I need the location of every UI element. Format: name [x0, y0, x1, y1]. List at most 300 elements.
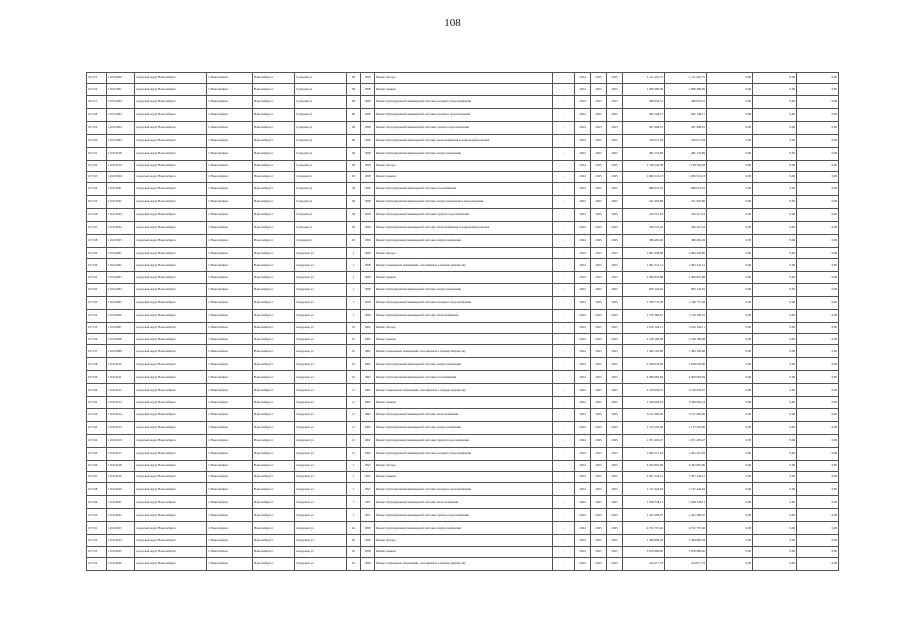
cost-total-cell: 161 903,80: [623, 196, 665, 209]
street-cell: Свердлова ул: [295, 345, 347, 358]
settlement-cell: г. Новосибирск: [207, 557, 253, 570]
cost-fund-cell: 414 617,33: [665, 557, 707, 570]
object-code-cell: 110113024: [107, 222, 135, 235]
year-built-cell: 1958: [361, 557, 375, 570]
work-type-cell: Ремонт внутридомовой инженерной системы холодного водоснабжения: [375, 296, 553, 309]
table-row: [87, 334, 839, 345]
table-row: [87, 235, 839, 248]
cost-other-cell: 0,00: [797, 447, 839, 460]
cost-fund-cell: 2 306 852,88: [665, 272, 707, 283]
plan-year-cell: 2024: [575, 248, 591, 259]
year-built-cell: 1962: [361, 408, 375, 421]
row-index-cell: 107125: [87, 196, 107, 209]
settlement-cell: г. Новосибирск: [207, 222, 253, 235]
cost-fund-cell: 1 452 266,07: [665, 509, 707, 522]
plan-year-cell: 2024: [575, 283, 591, 296]
street-cell: Свердлова ул: [295, 546, 347, 557]
cost-other-cell: 0,00: [797, 84, 839, 95]
street-cell: Свердлова ул: [295, 509, 347, 522]
dash-cell: -: [553, 421, 575, 434]
year-built-cell: 1958: [361, 535, 375, 546]
locality-cell: Новосибирск г: [253, 73, 295, 84]
municipal-district-cell: городской округ Новосибирск: [135, 183, 207, 196]
object-code-cell: 110113019: [107, 160, 135, 171]
work-type-cell: Ремонт внутридомовой инженерной системы холодного водоснабжения: [375, 95, 553, 108]
dash-cell: -: [553, 108, 575, 121]
plan-year-cell: 2024: [575, 272, 591, 283]
plan-year-cell: 2024: [575, 334, 591, 345]
house-number-cell: 10: [347, 358, 361, 371]
end-year-cell: 2025: [607, 535, 623, 546]
municipal-district-cell: городской округ Новосибирск: [135, 447, 207, 460]
cost-budget-1-cell: 0,00: [707, 95, 753, 108]
work-type-cell: Ремонт внутридомовой инженерной системы электроснабжения: [375, 358, 553, 371]
row-index-cell: 107131: [87, 272, 107, 283]
cost-other-cell: 0,00: [797, 147, 839, 160]
street-cell: Свердлова ул: [295, 496, 347, 509]
table-row: [87, 108, 839, 121]
street-cell: Свердлова ул: [295, 272, 347, 283]
start-year-cell: 2025: [591, 322, 607, 333]
end-year-cell: 2025: [607, 434, 623, 447]
object-code-cell: 110114008: [107, 334, 135, 345]
cost-fund-cell: 1 998 486,00: [665, 84, 707, 95]
plan-year-cell: 2024: [575, 546, 591, 557]
cost-other-cell: 0,00: [797, 496, 839, 509]
street-cell: Свердлова ул: [295, 471, 347, 482]
cost-other-cell: 0,00: [797, 171, 839, 182]
settlement-cell: г. Новосибирск: [207, 322, 253, 333]
cost-budget-1-cell: 0,00: [707, 371, 753, 384]
cost-budget-1-cell: 0,00: [707, 334, 753, 345]
locality-cell: Новосибирск г: [253, 421, 295, 434]
street-cell: Сухарная ул: [295, 84, 347, 95]
settlement-cell: г. Новосибирск: [207, 384, 253, 397]
cost-other-cell: 0,00: [797, 483, 839, 496]
dash-cell: -: [553, 322, 575, 333]
table-row: [87, 322, 839, 333]
year-built-cell: 1958: [361, 222, 375, 235]
cost-budget-2-cell: 0,00: [753, 509, 797, 522]
start-year-cell: 2025: [591, 483, 607, 496]
cost-budget-1-cell: 0,00: [707, 535, 753, 546]
street-cell: Свердлова ул: [295, 421, 347, 434]
cost-fund-cell: 1 198 731,58: [665, 296, 707, 309]
locality-cell: Новосибирск г: [253, 546, 295, 557]
end-year-cell: 2025: [607, 447, 623, 460]
house-number-cell: 11: [347, 408, 361, 421]
settlement-cell: г. Новосибирск: [207, 535, 253, 546]
start-year-cell: 2025: [591, 471, 607, 482]
start-year-cell: 2025: [591, 535, 607, 546]
plan-year-cell: 2024: [575, 471, 591, 482]
cost-fund-cell: 3 349 994,23: [665, 397, 707, 408]
dash-cell: -: [553, 209, 575, 222]
cost-other-cell: 0,00: [797, 73, 839, 84]
plan-year-cell: 2024: [575, 73, 591, 84]
cost-total-cell: 267 998,22: [623, 121, 665, 134]
dash-cell: -: [553, 371, 575, 384]
cost-budget-1-cell: 0,00: [707, 397, 753, 408]
house-number-cell: 10: [347, 345, 361, 358]
cost-budget-2-cell: 0,00: [753, 209, 797, 222]
street-cell: Сухарная ул: [295, 73, 347, 84]
plan-year-cell: 2024: [575, 421, 591, 434]
row-index-cell: 107115: [87, 73, 107, 84]
street-cell: Сухарная ул: [295, 222, 347, 235]
end-year-cell: 2025: [607, 334, 623, 345]
year-built-cell: 1962: [361, 322, 375, 333]
start-year-cell: 2025: [591, 73, 607, 84]
plan-year-cell: 2024: [575, 447, 591, 460]
cost-budget-1-cell: 0,00: [707, 434, 753, 447]
object-code-cell: 110114023: [107, 522, 135, 535]
table-row: [87, 483, 839, 496]
settlement-cell: г. Новосибирск: [207, 296, 253, 309]
street-cell: Свердлова ул: [295, 535, 347, 546]
plan-year-cell: 2024: [575, 222, 591, 235]
municipal-district-cell: городской округ Новосибирск: [135, 345, 207, 358]
cost-fund-cell: 839 142,65: [665, 283, 707, 296]
row-index-cell: 107132: [87, 283, 107, 296]
house-number-cell: 11: [347, 447, 361, 460]
municipal-district-cell: городской округ Новосибирск: [135, 283, 207, 296]
cost-total-cell: 6 262 862,96: [623, 460, 665, 471]
house-number-cell: 11: [347, 384, 361, 397]
plan-year-cell: 2024: [575, 434, 591, 447]
table-row: [87, 345, 839, 358]
plan-year-cell: 2024: [575, 121, 591, 134]
dash-cell: -: [553, 222, 575, 235]
object-code-cell: 110114002: [107, 259, 135, 272]
dash-cell: -: [553, 509, 575, 522]
register-table: [86, 72, 839, 571]
cost-other-cell: 0,00: [797, 160, 839, 171]
cost-total-cell: 2 038 678,00: [623, 358, 665, 371]
settlement-cell: г. Новосибирск: [207, 259, 253, 272]
cost-budget-2-cell: 0,00: [753, 522, 797, 535]
house-number-cell: 1: [347, 248, 361, 259]
dash-cell: -: [553, 546, 575, 557]
dash-cell: -: [553, 248, 575, 259]
cost-other-cell: 0,00: [797, 384, 839, 397]
cost-fund-cell: 386 482,26: [665, 235, 707, 248]
start-year-cell: 2025: [591, 496, 607, 509]
cost-budget-2-cell: 0,00: [753, 471, 797, 482]
house-number-cell: 10: [347, 334, 361, 345]
cost-budget-2-cell: 0,00: [753, 171, 797, 182]
house-number-cell: 10: [347, 371, 361, 384]
locality-cell: Новосибирск г: [253, 222, 295, 235]
municipal-district-cell: городской округ Новосибирск: [135, 235, 207, 248]
object-code-cell: 110114012: [107, 384, 135, 397]
cost-budget-1-cell: 0,00: [707, 309, 753, 322]
settlement-cell: г. Новосибирск: [207, 134, 253, 147]
start-year-cell: 2025: [591, 546, 607, 557]
year-built-cell: 1958: [361, 171, 375, 182]
work-type-cell: Ремонт крыши: [375, 471, 553, 482]
object-code-cell: 110112903: [107, 108, 135, 121]
house-number-cell: 93: [347, 147, 361, 160]
start-year-cell: 2025: [591, 196, 607, 209]
cost-budget-1-cell: 0,00: [707, 296, 753, 309]
row-index-cell: 107142: [87, 408, 107, 421]
work-type-cell: Ремонт фасада: [375, 73, 553, 84]
cost-fund-cell: 329 071,94: [665, 134, 707, 147]
year-built-cell: 1958: [361, 160, 375, 171]
dash-cell: -: [553, 235, 575, 248]
cost-budget-2-cell: 0,00: [753, 235, 797, 248]
year-built-cell: 1958: [361, 196, 375, 209]
plan-year-cell: 2024: [575, 384, 591, 397]
cost-budget-2-cell: 0,00: [753, 147, 797, 160]
cost-fund-cell: 1 589 890,28: [665, 535, 707, 546]
start-year-cell: 2025: [591, 171, 607, 182]
work-type-cell: Ремонт крыши: [375, 171, 553, 182]
municipal-district-cell: городской округ Новосибирск: [135, 483, 207, 496]
cost-total-cell: 250 515,03: [623, 209, 665, 222]
object-code-cell: 110113025: [107, 235, 135, 248]
object-code-cell: 110112904: [107, 121, 135, 134]
cost-budget-1-cell: 0,00: [707, 345, 753, 358]
cost-total-cell: 4 752 767,46: [623, 522, 665, 535]
house-number-cell: 90: [347, 73, 361, 84]
start-year-cell: 2025: [591, 222, 607, 235]
dash-cell: -: [553, 408, 575, 421]
locality-cell: Новосибирск г: [253, 196, 295, 209]
year-built-cell: 1958: [361, 95, 375, 108]
plan-year-cell: 2024: [575, 496, 591, 509]
plan-year-cell: 2024: [575, 235, 591, 248]
table-row: [87, 434, 839, 447]
street-cell: Сухарная ул: [295, 134, 347, 147]
plan-year-cell: 2024: [575, 147, 591, 160]
cost-other-cell: 0,00: [797, 546, 839, 557]
locality-cell: Новосибирск г: [253, 248, 295, 259]
cost-budget-1-cell: 0,00: [707, 460, 753, 471]
start-year-cell: 2025: [591, 358, 607, 371]
year-built-cell: 1962: [361, 421, 375, 434]
object-code-cell: 110114011: [107, 371, 135, 384]
cost-budget-1-cell: 0,00: [707, 196, 753, 209]
object-code-cell: 110114005: [107, 296, 135, 309]
cost-other-cell: 0,00: [797, 322, 839, 333]
table-row: [87, 296, 839, 309]
municipal-district-cell: городской округ Новосибирск: [135, 384, 207, 397]
object-code-cell: 110114022: [107, 509, 135, 522]
cost-fund-cell: 688 016,55: [665, 183, 707, 196]
plan-year-cell: 2024: [575, 509, 591, 522]
locality-cell: Новосибирск г: [253, 522, 295, 535]
cost-total-cell: 5 211 960,00: [623, 408, 665, 421]
house-number-cell: 1: [347, 283, 361, 296]
cost-budget-1-cell: 0,00: [707, 235, 753, 248]
locality-cell: Новосибирск г: [253, 358, 295, 371]
locality-cell: Новосибирск г: [253, 334, 295, 345]
row-index-cell: 107116: [87, 84, 107, 95]
work-type-cell: Ремонт подвальных помещений, относящихся к общему имуществу: [375, 557, 553, 570]
settlement-cell: г. Новосибирск: [207, 421, 253, 434]
cost-fund-cell: 4 752 767,46: [665, 522, 707, 535]
cost-fund-cell: 6 262 862,96: [665, 460, 707, 471]
row-index-cell: 107145: [87, 447, 107, 460]
cost-budget-2-cell: 0,00: [753, 183, 797, 196]
cost-budget-2-cell: 0,00: [753, 358, 797, 371]
cost-other-cell: 0,00: [797, 421, 839, 434]
locality-cell: Новосибирск г: [253, 384, 295, 397]
street-cell: Сухарная ул: [295, 235, 347, 248]
dash-cell: -: [553, 160, 575, 171]
street-cell: Свердлова ул: [295, 334, 347, 345]
object-code-cell: 110114009: [107, 345, 135, 358]
municipal-district-cell: городской округ Новосибирск: [135, 557, 207, 570]
end-year-cell: 2025: [607, 483, 623, 496]
end-year-cell: 2025: [607, 248, 623, 259]
house-number-cell: 1: [347, 309, 361, 322]
cost-budget-1-cell: 0,00: [707, 496, 753, 509]
street-cell: Свердлова ул: [295, 358, 347, 371]
locality-cell: Новосибирск г: [253, 371, 295, 384]
year-built-cell: 1958: [361, 108, 375, 121]
plan-year-cell: 2024: [575, 408, 591, 421]
plan-year-cell: 2024: [575, 296, 591, 309]
cost-budget-2-cell: 0,00: [753, 434, 797, 447]
plan-year-cell: 2024: [575, 196, 591, 209]
cost-budget-2-cell: 0,00: [753, 483, 797, 496]
dash-cell: -: [553, 447, 575, 460]
locality-cell: Новосибирск г: [253, 283, 295, 296]
year-built-cell: 1958: [361, 522, 375, 535]
work-type-cell: Ремонт внутридомовой инженерной системы теплоснабжения: [375, 496, 553, 509]
start-year-cell: 2025: [591, 283, 607, 296]
table-row: [87, 134, 839, 147]
dash-cell: -: [553, 345, 575, 358]
object-code-cell: 110114015: [107, 421, 135, 434]
work-type-cell: Ремонт подвальных помещений, относящихся к общему имуществу: [375, 345, 553, 358]
cost-other-cell: 0,00: [797, 235, 839, 248]
house-number-cell: 90: [347, 121, 361, 134]
work-type-cell: Ремонт внутридомовой инженерной системы горячего водоснабжения: [375, 509, 553, 522]
object-code-cell: 110112900: [107, 73, 135, 84]
table-row: [87, 147, 839, 160]
plan-year-cell: 2024: [575, 460, 591, 471]
end-year-cell: 2025: [607, 371, 623, 384]
cost-budget-2-cell: 0,00: [753, 272, 797, 283]
cost-budget-2-cell: 0,00: [753, 421, 797, 434]
settlement-cell: г. Новосибирск: [207, 345, 253, 358]
table-row: [87, 171, 839, 182]
end-year-cell: 2025: [607, 209, 623, 222]
plan-year-cell: 2024: [575, 259, 591, 272]
settlement-cell: г. Новосибирск: [207, 248, 253, 259]
cost-other-cell: 0,00: [797, 108, 839, 121]
start-year-cell: 2025: [591, 183, 607, 196]
locality-cell: Новосибирск г: [253, 322, 295, 333]
locality-cell: Новосибирск г: [253, 259, 295, 272]
work-type-cell: Ремонт внутридомовой инженерной системы теплоснабжения и подвальной разводки: [375, 222, 553, 235]
cost-fund-cell: 267 998,22: [665, 121, 707, 134]
house-number-cell: 7: [347, 496, 361, 509]
end-year-cell: 2025: [607, 322, 623, 333]
object-code-cell: 110113020: [107, 171, 135, 182]
street-cell: Свердлова ул: [295, 397, 347, 408]
row-index-cell: 107141: [87, 397, 107, 408]
locality-cell: Новосибирск г: [253, 147, 295, 160]
municipal-district-cell: городской округ Новосибирск: [135, 222, 207, 235]
street-cell: Свердлова ул: [295, 296, 347, 309]
year-built-cell: 1957: [361, 471, 375, 482]
end-year-cell: 2025: [607, 546, 623, 557]
row-index-cell: 107135: [87, 322, 107, 333]
dash-cell: -: [553, 483, 575, 496]
house-number-cell: 90: [347, 84, 361, 95]
row-index-cell: 107120: [87, 134, 107, 147]
dash-cell: -: [553, 384, 575, 397]
municipal-district-cell: городской округ Новосибирск: [135, 358, 207, 371]
locality-cell: Новосибирск г: [253, 509, 295, 522]
work-type-cell: Ремонт крыши: [375, 272, 553, 283]
locality-cell: Новосибирск г: [253, 183, 295, 196]
plan-year-cell: 2024: [575, 309, 591, 322]
cost-total-cell: 1 589 890,28: [623, 535, 665, 546]
municipal-district-cell: городской округ Новосибирск: [135, 522, 207, 535]
start-year-cell: 2025: [591, 447, 607, 460]
settlement-cell: г. Новосибирск: [207, 471, 253, 482]
work-type-cell: Ремонт фасада: [375, 460, 553, 471]
year-built-cell: 1958: [361, 283, 375, 296]
start-year-cell: 2025: [591, 460, 607, 471]
cost-other-cell: 0,00: [797, 283, 839, 296]
start-year-cell: 2025: [591, 371, 607, 384]
table-row: [87, 222, 839, 235]
table-row: [87, 421, 839, 434]
year-built-cell: 1958: [361, 209, 375, 222]
start-year-cell: 2025: [591, 557, 607, 570]
cost-fund-cell: 1 962 341,12: [665, 259, 707, 272]
cost-budget-2-cell: 0,00: [753, 296, 797, 309]
cost-budget-2-cell: 0,00: [753, 222, 797, 235]
cost-budget-1-cell: 0,00: [707, 408, 753, 421]
cost-budget-2-cell: 0,00: [753, 447, 797, 460]
house-number-cell: 1: [347, 272, 361, 283]
settlement-cell: г. Новосибирск: [207, 397, 253, 408]
house-number-cell: 93: [347, 183, 361, 196]
cost-budget-2-cell: 0,00: [753, 108, 797, 121]
work-type-cell: Ремонт внутридомовой инженерной системы электроснабжения: [375, 421, 553, 434]
cost-other-cell: 0,00: [797, 209, 839, 222]
settlement-cell: г. Новосибирск: [207, 171, 253, 182]
cost-budget-2-cell: 0,00: [753, 283, 797, 296]
house-number-cell: 9а: [347, 522, 361, 535]
cost-other-cell: 0,00: [797, 183, 839, 196]
end-year-cell: 2025: [607, 134, 623, 147]
house-number-cell: 11: [347, 397, 361, 408]
cost-budget-2-cell: 0,00: [753, 134, 797, 147]
settlement-cell: г. Новосибирск: [207, 196, 253, 209]
settlement-cell: г. Новосибирск: [207, 309, 253, 322]
row-index-cell: 107133: [87, 296, 107, 309]
cost-budget-1-cell: 0,00: [707, 108, 753, 121]
cost-total-cell: 3 678 986,40: [623, 546, 665, 557]
row-index-cell: 107143: [87, 421, 107, 434]
row-index-cell: 107148: [87, 483, 107, 496]
row-index-cell: 107151: [87, 522, 107, 535]
cost-budget-1-cell: 0,00: [707, 384, 753, 397]
house-number-cell: 11: [347, 421, 361, 434]
house-number-cell: 93: [347, 171, 361, 182]
street-cell: Сухарная ул: [295, 171, 347, 182]
house-number-cell: 93: [347, 222, 361, 235]
